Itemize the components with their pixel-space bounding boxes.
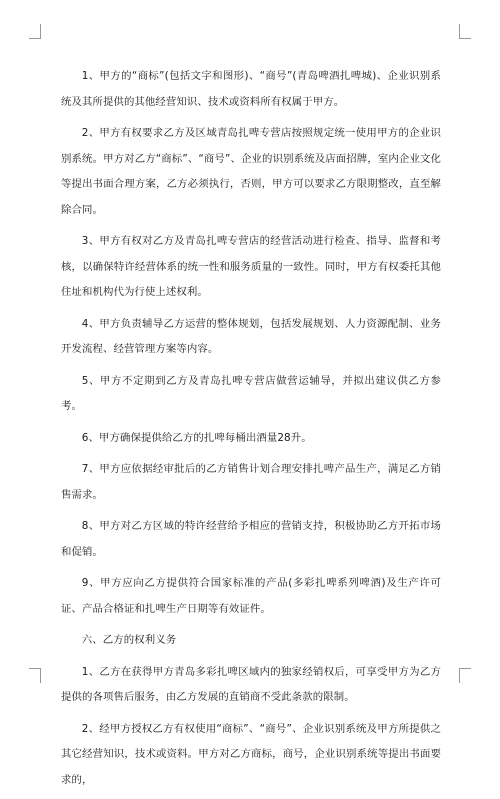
paragraph-6: 6、甲方确保提供给乙方的扎啤每桶出酒量28升。 [81,431,312,444]
paragraph-1: 1、甲方的“商标”(包括文字和图形)、“商号”(青岛啤酒扎啤城)、企业识别系统及其所提供的其他经营知识、技术或资料所有权属于甲方。 [61,70,441,108]
paragraph-8: 8、甲方对乙方区域的特许经营给予相应的营销支持，积极协助乙方开拓市场和促销。 [61,520,441,558]
paragraph-10: 1、乙方在获得甲方青岛多彩扎啤区域内的独家经销权后，可享受甲方为乙方提供的各项售后服务，由乙方发展的直销商不受此条款的限制。 [61,665,441,703]
section-heading: 六、乙方的权利义务 [81,634,177,646]
paragraph-5: 5、甲方不定期到乙方及青岛扎啤专营店做营运辅导，并拟出建议供乙方参考。 [61,374,441,412]
paragraph-3: 3、甲方有权对乙方及青岛扎啤专营店的经营活动进行检查、指导、监督和考核，以确保特许经营体系的统一性和服务质量的一致性。同时，甲方有权委托其他住址和机构代为行使上述权利。 [61,235,441,298]
paragraph-9: 9、甲方应向乙方提供符合国家标准的产品(多彩扎啤系列啤酒)及生产许可证、产品合格证和扎啤生产日期等有效证件。 [61,577,441,615]
document-body [61,64,441,799]
paragraph-7: 7、甲方应依据经审批后的乙方销售计划合理安排扎啤产品生产，满足乙方销售需求。 [61,463,441,501]
crop-mark-bottom-left [29,668,41,683]
paragraph-11: 2、经甲方授权乙方有权使用“商标”、“商号”、企业识别系统及甲方所提供之其它经营知识，技术或资料。甲方对乙方商标，商号，企业识别系统等提出书面要求的， [61,722,441,786]
crop-mark-bottom-right [459,668,471,683]
crop-mark-top-left [29,24,41,39]
paragraph-4: 4、甲方负责辅导乙方运营的整体规划，包括发展规划、人力资源配制、业务开发流程、经营管理方案等内容。 [61,317,441,355]
crop-mark-top-right [459,24,471,39]
paragraph-2: 2、甲方有权要求乙方及区域青岛扎啤专营店按照规定统一使用甲方的企业识别系统。甲方对乙方“商标”、“商号”、企业的识别系统及店面招牌，室内企业文化等提出书面合理方案，乙方必须执行，否则，甲方可以要求乙方限期整改，直至解除合同。 [61,127,441,216]
